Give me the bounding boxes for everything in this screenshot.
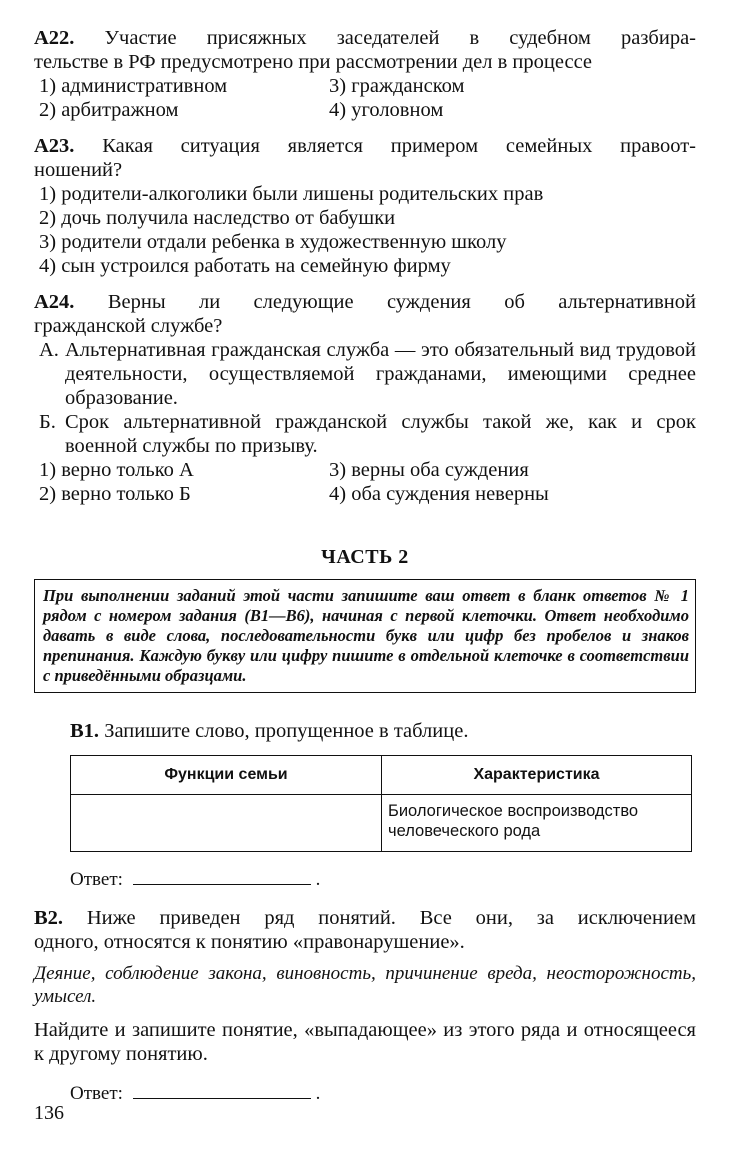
functions-table: [70, 755, 692, 852]
question-number: B2.: [34, 907, 64, 929]
answer-options-a24: [34, 458, 696, 506]
option: 1) верно только А: [39, 459, 194, 481]
page-number: 136: [34, 1102, 64, 1124]
statement-label: Б.: [39, 411, 56, 433]
option: 3) верны оба суждения: [329, 459, 529, 481]
question-b1: [34, 719, 696, 743]
statement-text: Срок альтернативной гражданской службы такой же, как и срок военной службы по призыву.: [65, 411, 696, 457]
question-number: A23.: [34, 135, 75, 157]
question-a24: [34, 290, 696, 314]
answer-options-a22: [34, 74, 696, 122]
page-content: [34, 26, 696, 1106]
answer-label: Ответ:: [70, 869, 123, 890]
question-text: Запишите слово, пропущенное в таблице.: [104, 720, 469, 742]
table-header: Характеристика: [382, 756, 692, 795]
option: 3) гражданском: [329, 75, 465, 97]
task-text: Найдите и запишите понятие, «выпадающее» из этого ряда и относящееся к другому понятию.: [34, 1019, 696, 1065]
question-text: Участие присяжных заседателей в судебном разбира-: [104, 27, 696, 49]
question-a22: [34, 26, 696, 50]
option: 2) дочь получила наследство от бабушки: [39, 207, 396, 229]
option: 2) верно только Б: [39, 483, 191, 505]
question-text-cont: тельстве в РФ предусмотрено при рассмотрении дел в процессе: [34, 51, 593, 73]
statement-b: [34, 410, 696, 458]
terms-list: Деяние, соблюдение закона, виновность, причинение вреда, неосторожность, умысел.: [34, 963, 696, 1007]
table-header: Функции семьи: [71, 756, 382, 795]
question-text: Верны ли следующие суждения об альтернативной: [107, 291, 696, 313]
table-row: [71, 795, 692, 852]
statement-a: [34, 338, 696, 410]
question-number: A22.: [34, 27, 75, 49]
option: 4) сын устроился работать на семейную фирму: [39, 255, 451, 277]
question-b2: [34, 906, 696, 930]
question-text-cont: одного, относятся к понятию «правонарушение».: [34, 931, 465, 953]
answer-label: Ответ:: [70, 1083, 123, 1104]
question-number: A24.: [34, 291, 75, 313]
table-cell-blank: [71, 795, 382, 852]
question-text: Какая ситуация является примером семейных правоот-: [102, 135, 696, 157]
option: 3) родители отдали ребенка в художественную школу: [39, 231, 507, 253]
answer-blank: [133, 868, 311, 885]
question-text-cont: ношений?: [34, 159, 123, 181]
answer-options-a23: [34, 182, 696, 278]
statement-text: Альтернативная гражданская служба — это обязательный вид трудовой деятельности, осуществляемой гражданами, имеющими среднее образование.: [65, 339, 696, 409]
answer-line-b1: [34, 868, 696, 892]
section-title: ЧАСТЬ 2: [321, 546, 409, 568]
answer-end: .: [315, 1083, 321, 1104]
question-a23: [34, 134, 696, 158]
instructions-box: При выполнении заданий этой части запишите ваш ответ в бланк ответов № 1 рядом с номером задания (B1—B6), начиная с первой клеточки. Ответ необходимо давать в виде слова, последовательности букв или цифр без пробелов и знаков препинания. Каждую букву или цифру пишите в отдельной клеточке в соответствии с приведёнными образцами.: [34, 579, 696, 693]
answer-blank: [133, 1082, 311, 1099]
option: 1) родители-алкоголики были лишены родительских прав: [39, 183, 544, 205]
option: 4) уголовном: [329, 99, 444, 121]
question-number: B1.: [70, 720, 100, 742]
question-text: Ниже приведен ряд понятий. Все они, за исключением: [86, 907, 697, 929]
answer-end: .: [315, 869, 321, 890]
statement-label: А.: [39, 339, 59, 361]
table-cell: Биологическое воспроизводство человеческого рода: [382, 795, 692, 852]
option: 4) оба суждения неверны: [329, 483, 549, 505]
option: 1) административном: [39, 75, 228, 97]
question-text-cont: гражданской службе?: [34, 315, 223, 337]
answer-line-b2: [34, 1082, 696, 1106]
option: 2) арбитражном: [39, 99, 179, 121]
